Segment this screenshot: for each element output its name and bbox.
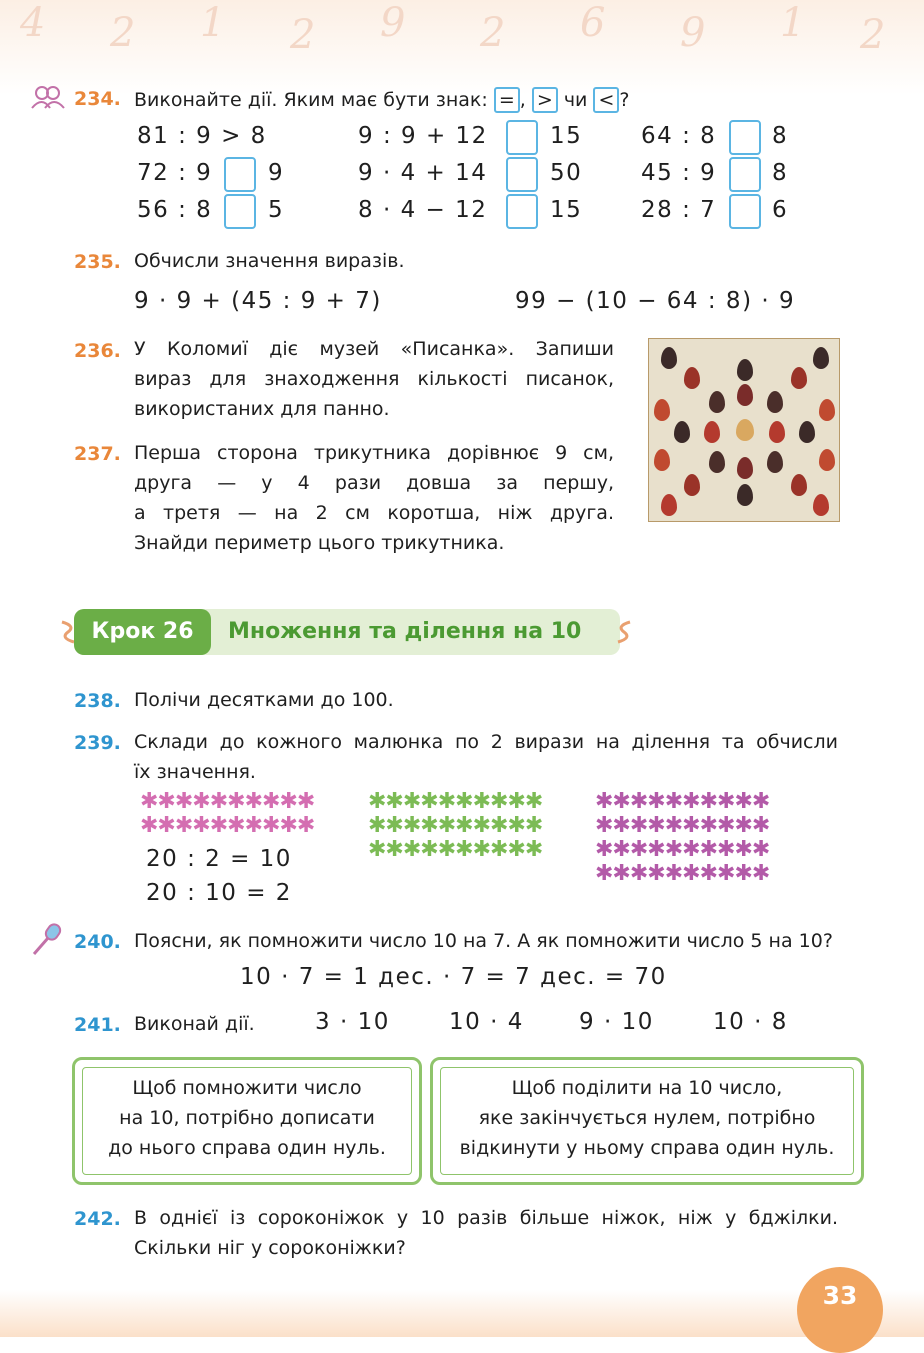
expression: 10 · 4 <box>449 1009 524 1035</box>
sign-greater-box: > <box>532 87 558 113</box>
exercise-234-task <box>134 86 629 114</box>
answer-box[interactable] <box>729 194 761 229</box>
egg <box>799 421 815 443</box>
microphone-icon <box>30 922 64 958</box>
egg <box>661 347 677 369</box>
egg <box>737 384 753 406</box>
text-line: У Коломиї діє музей «Писанка». Запиши <box>134 338 614 360</box>
pair-work-icon <box>30 84 66 110</box>
text-line: а третя — на 2 см коротша, ніж друга. <box>134 502 614 524</box>
egg <box>684 474 700 496</box>
decorative-digit: 2 <box>860 12 886 58</box>
comma: , <box>519 89 526 111</box>
exercise-number: 235. <box>74 251 121 273</box>
egg <box>767 451 783 473</box>
exercise-236-text <box>134 334 614 424</box>
exercise-240-task: Поясни, як помножити число 10 на 7. А як помножити число 5 на 10? <box>134 930 833 952</box>
page-number: 33 <box>822 1281 858 1310</box>
egg <box>813 347 829 369</box>
star-row: ✱✱✱✱✱✱✱✱✱✱ <box>368 837 543 862</box>
expression: 45 : 9 <box>641 160 717 186</box>
text-line: їх значення. <box>134 761 256 783</box>
page-number-badge <box>797 1267 883 1353</box>
word-or: чи <box>563 89 588 111</box>
star-row: ✱✱✱✱✱✱✱✱✱✱ <box>140 813 315 838</box>
rule-line: Щоб поділити на 10 число, <box>511 1077 783 1099</box>
decorative-digit: 4 <box>20 0 46 46</box>
expression-result: 9 <box>268 160 285 186</box>
egg <box>736 419 754 441</box>
example-expression: 20 : 2 = 10 <box>146 846 292 872</box>
text-line: друга — у 4 рази довша за першу, <box>134 472 614 494</box>
expression: 56 : 8 <box>137 197 213 223</box>
egg <box>737 484 753 506</box>
egg <box>674 421 690 443</box>
star-row: ✱✱✱✱✱✱✱✱✱✱ <box>140 789 315 814</box>
expression: 9 · 9 + (45 : 9 + 7) <box>134 288 382 314</box>
footer-decoration <box>0 1290 924 1337</box>
answer-box[interactable] <box>506 120 538 155</box>
decorative-digit: 1 <box>200 0 226 46</box>
expression: 72 : 9 <box>137 160 213 186</box>
pysanka-panel-photo <box>648 338 840 522</box>
exercise-238-task: Полічи десятками до 100. <box>134 689 394 711</box>
exercise-235-task: Обчисли значення виразів. <box>134 250 405 272</box>
expression-result: 5 <box>268 197 285 223</box>
answer-box[interactable] <box>729 120 761 155</box>
decorative-digit: 6 <box>580 0 606 46</box>
decorative-digit: 9 <box>680 10 706 56</box>
decorative-digit: 1 <box>780 0 806 46</box>
exercise-number: 240. <box>74 931 121 953</box>
decorative-digit: 2 <box>110 10 136 56</box>
step-label: Крок 26 <box>74 609 211 655</box>
egg <box>769 421 785 443</box>
exercise-number: 242. <box>74 1208 121 1230</box>
exercise-number: 237. <box>74 443 121 465</box>
rule-text <box>440 1067 854 1175</box>
expression-result: 6 <box>772 197 789 223</box>
star-row: ✱✱✱✱✱✱✱✱✱✱ <box>595 813 770 838</box>
egg <box>709 391 725 413</box>
answer-box[interactable] <box>506 157 538 192</box>
rule-line: відкинути у ньому справа один нуль. <box>459 1137 835 1159</box>
exercise-239-text <box>134 727 838 787</box>
expression: 9 · 4 + 14 <box>358 160 488 186</box>
egg <box>654 399 670 421</box>
star-row: ✱✱✱✱✱✱✱✱✱✱ <box>595 861 770 886</box>
text-line: Знайди периметр цього трикутника. <box>134 532 505 554</box>
sign-less-box: < <box>593 87 619 113</box>
star-row: ✱✱✱✱✱✱✱✱✱✱ <box>368 789 543 814</box>
egg <box>654 449 670 471</box>
exercise-number: 236. <box>74 340 121 362</box>
expression: 64 : 8 <box>641 123 717 149</box>
expression: 28 : 7 <box>641 197 717 223</box>
rule-line: до нього справа один нуль. <box>108 1137 386 1159</box>
decorative-digit: 2 <box>290 12 316 58</box>
egg <box>704 421 720 443</box>
decorative-swirl-icon <box>612 618 634 646</box>
example-expression: 10 · 7 = 1 дес. · 7 = 7 дес. = 70 <box>240 964 667 990</box>
expression: 3 · 10 <box>315 1009 390 1035</box>
egg <box>684 367 700 389</box>
exercise-number: 241. <box>74 1014 121 1036</box>
question-mark: ? <box>619 89 630 111</box>
expression: 81 : 9 > 8 <box>137 123 267 149</box>
egg <box>767 391 783 413</box>
answer-box[interactable] <box>506 194 538 229</box>
rule-line: на 10, потрібно дописати <box>119 1107 375 1129</box>
expression-result: 15 <box>550 123 583 149</box>
expression-result: 8 <box>772 160 789 186</box>
exercise-number: 234. <box>74 88 121 110</box>
expression-result: 15 <box>550 197 583 223</box>
text-line: Перша сторона трикутника дорівнює 9 см, <box>134 442 614 464</box>
text-line: використаних для панно. <box>134 398 390 420</box>
exercise-237-text <box>134 438 614 558</box>
expression-result: 8 <box>772 123 789 149</box>
expression-result: 50 <box>550 160 583 186</box>
exercise-number: 238. <box>74 690 121 712</box>
expression: 8 · 4 − 12 <box>358 197 488 223</box>
expression: 9 · 10 <box>579 1009 654 1035</box>
answer-box[interactable] <box>729 157 761 192</box>
expression: 10 · 8 <box>713 1009 788 1035</box>
text-line: Скільки ніг у сороконіжки? <box>134 1237 406 1259</box>
egg <box>661 494 677 516</box>
step-title: Множення та ділення на 10 <box>228 619 582 644</box>
example-expression: 20 : 10 = 2 <box>146 880 292 906</box>
answer-box[interactable] <box>224 194 256 229</box>
egg <box>791 367 807 389</box>
text-line: Склади до кожного малюнка по 2 вирази на ділення та обчисли <box>134 731 838 753</box>
expression: 99 − (10 − 64 : 8) · 9 <box>515 288 796 314</box>
decorative-digit: 9 <box>380 0 406 46</box>
egg <box>791 474 807 496</box>
task-text: Виконайте дії. Яким має бути знак: <box>134 89 488 111</box>
exercise-number: 239. <box>74 732 121 754</box>
sign-equal-box: = <box>494 87 520 113</box>
egg <box>709 451 725 473</box>
rule-line: яке закінчується нулем, потрібно <box>478 1107 816 1129</box>
star-row: ✱✱✱✱✱✱✱✱✱✱ <box>595 837 770 862</box>
star-row: ✱✱✱✱✱✱✱✱✱✱ <box>368 813 543 838</box>
expression: 9 : 9 + 12 <box>358 123 488 149</box>
rule-box-divide <box>430 1057 864 1185</box>
rule-line: Щоб помножити число <box>132 1077 362 1099</box>
egg <box>819 399 835 421</box>
exercise-241-task: Виконай дії. <box>134 1013 255 1035</box>
text-line: В однієї із сороконіжок у 10 разів більше ніжок, ніж у бджілки. <box>134 1207 838 1229</box>
rule-box-multiply <box>72 1057 422 1185</box>
exercise-242-text <box>134 1203 838 1263</box>
egg <box>819 449 835 471</box>
egg <box>813 494 829 516</box>
answer-box[interactable] <box>224 157 256 192</box>
egg <box>737 359 753 381</box>
egg <box>737 457 753 479</box>
text-line: вираз для знаходження кількості писанок, <box>134 368 614 390</box>
decorative-digit: 2 <box>480 10 506 56</box>
star-row: ✱✱✱✱✱✱✱✱✱✱ <box>595 789 770 814</box>
rule-text <box>82 1067 412 1175</box>
